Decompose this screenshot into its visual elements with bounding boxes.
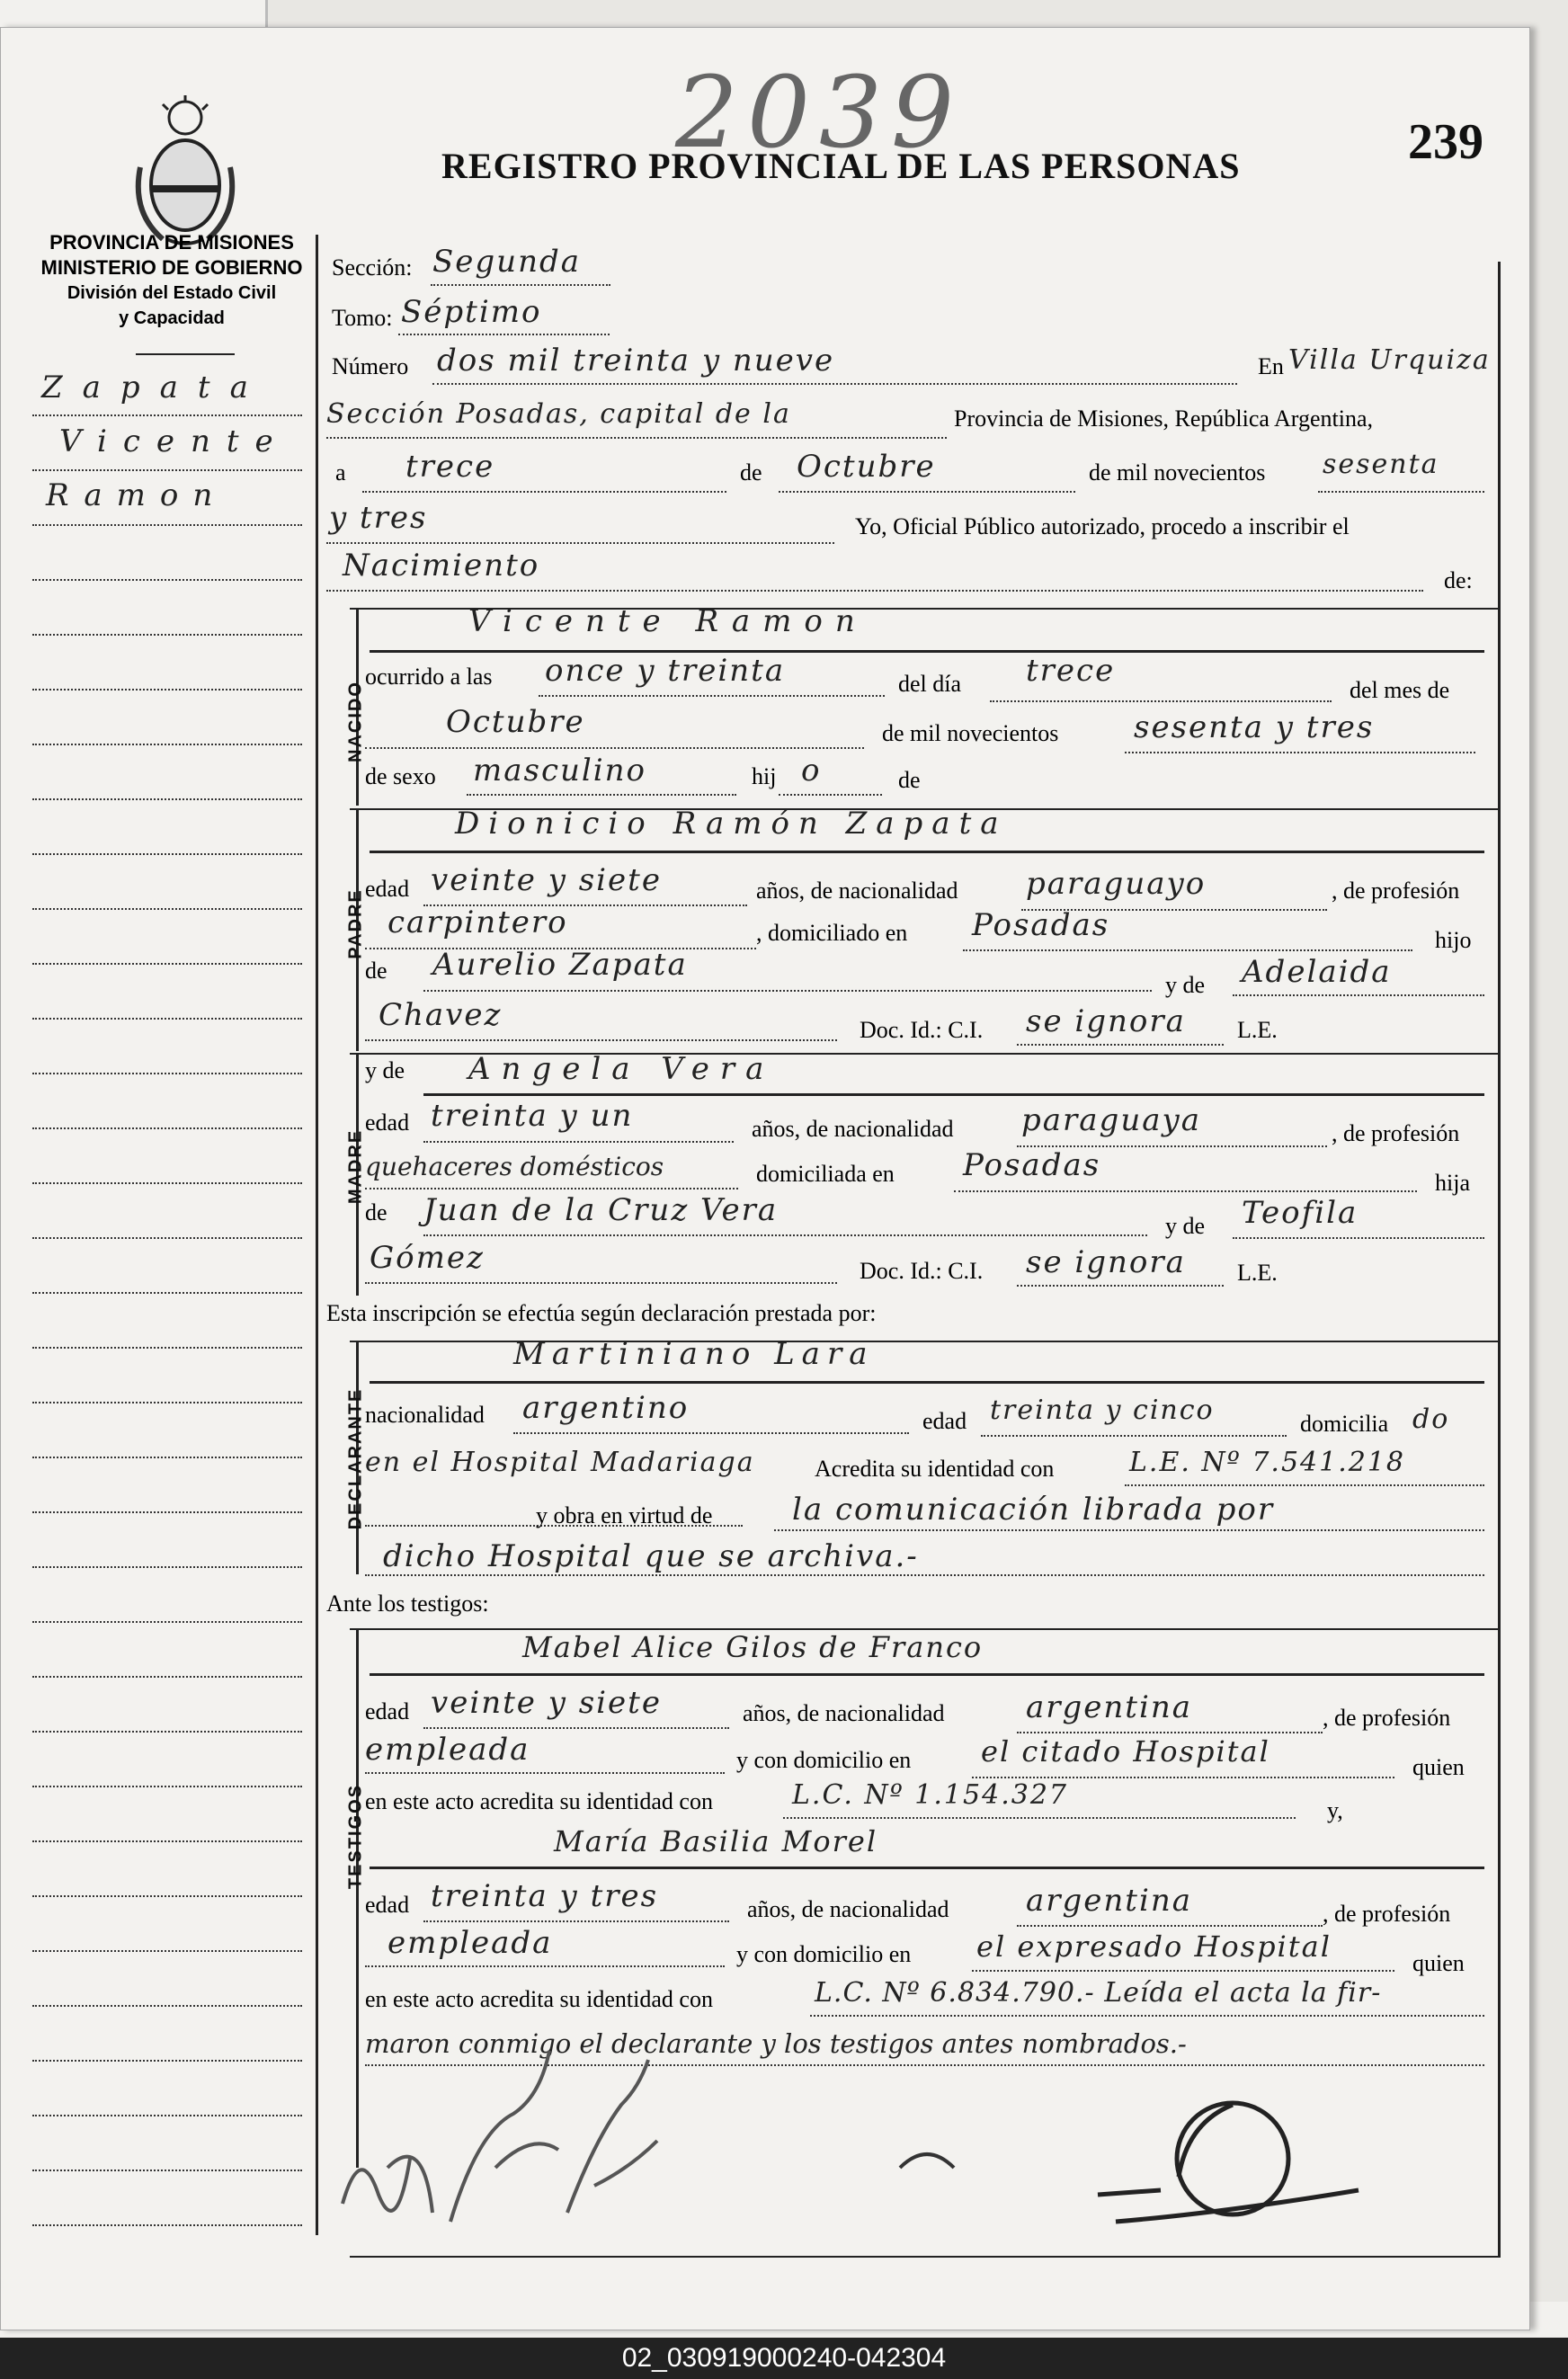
margin-rule bbox=[32, 634, 302, 636]
margin-rule bbox=[32, 1073, 302, 1074]
coat-of-arms-icon bbox=[127, 95, 244, 253]
value-abuela-p-1: Adelaida bbox=[1242, 954, 1392, 990]
margin-rule bbox=[32, 2005, 302, 2007]
margin-rule bbox=[32, 2170, 302, 2171]
rule-declarante-nombre bbox=[370, 1381, 1484, 1384]
rule-anio-1 bbox=[1318, 491, 1484, 493]
label-provincia: Provincia de Misiones, República Argentina, bbox=[954, 405, 1373, 432]
label-padre-edad: edad bbox=[365, 876, 410, 902]
label-domicilia: domicilia bbox=[1300, 1411, 1389, 1437]
margin-rule bbox=[32, 1402, 302, 1403]
rule-declarante-doc bbox=[1125, 1484, 1484, 1486]
margin-rule bbox=[32, 1676, 302, 1678]
rule-testigo1-nac bbox=[1017, 1732, 1323, 1733]
label-tomo: Tomo: bbox=[332, 305, 393, 331]
margin-rule bbox=[32, 524, 302, 526]
label-declarante-edad: edad bbox=[922, 1408, 967, 1434]
rule-padre-dom bbox=[963, 949, 1412, 951]
label-y-obra: y obra en virtud de bbox=[536, 1502, 713, 1528]
rule-padre-nombre bbox=[370, 851, 1484, 853]
value-madre-nombre: Angela Vera bbox=[468, 1051, 775, 1087]
rule-madre-nombre bbox=[423, 1093, 1484, 1096]
rule-tomo bbox=[398, 334, 610, 335]
label-yo: Yo, Oficial Público autorizado, procedo a inscribir el bbox=[855, 513, 1350, 539]
rule-mes bbox=[779, 491, 1075, 493]
value-madre-dom: Posadas bbox=[963, 1147, 1101, 1183]
value-madre-ci: se ignora bbox=[1026, 1244, 1186, 1280]
value-testigo1-nombre: Mabel Alice Gilos de Franco bbox=[522, 1630, 984, 1664]
issuer-underline bbox=[136, 353, 235, 355]
margin-surname: Zapata bbox=[41, 370, 268, 405]
label-declarante-nac: nacionalidad bbox=[365, 1402, 485, 1428]
division-label-2: y Capacidad bbox=[119, 308, 225, 328]
margin-rule bbox=[32, 1457, 302, 1458]
footer-code: 02_030919000240-042304 bbox=[0, 2338, 1568, 2379]
rule-testigo1-dom bbox=[972, 1777, 1394, 1778]
label-de-padres: de bbox=[898, 767, 921, 793]
value-mes: Octubre bbox=[797, 449, 936, 485]
margin-rule bbox=[32, 1950, 302, 1952]
value-madre-prof: quehaceres domésticos bbox=[365, 1152, 664, 1181]
margin-rule bbox=[32, 2115, 302, 2116]
rule-abuela-m-2 bbox=[365, 1282, 837, 1284]
value-declarante-edad: treinta y cinco bbox=[990, 1394, 1215, 1426]
label-testigo2-profesion: , de profesión bbox=[1323, 1901, 1451, 1927]
rule-declarante-obra-2 bbox=[365, 1574, 1484, 1576]
side-label-padre: PADRE bbox=[345, 888, 366, 959]
label-de-colon: de: bbox=[1444, 567, 1473, 593]
rule-declarante-nac bbox=[513, 1432, 909, 1434]
value-testigo1-nac: argentina bbox=[1026, 1689, 1193, 1725]
rule-declarante-obra-1 bbox=[774, 1529, 1484, 1531]
value-hora: once y treinta bbox=[545, 653, 786, 689]
rule-hora bbox=[539, 695, 885, 697]
value-anio-nac: sesenta y tres bbox=[1134, 709, 1375, 745]
margin-divider bbox=[316, 235, 318, 2235]
rule-testigo2-prof bbox=[365, 1965, 725, 1967]
label-a: a bbox=[335, 459, 346, 486]
rule-seccion bbox=[431, 284, 610, 286]
value-declarante-nac: argentino bbox=[522, 1390, 690, 1426]
label-del-dia: del día bbox=[898, 671, 962, 697]
value-padre-prof: carpintero bbox=[388, 904, 568, 940]
label-de-mil: de mil novecientos bbox=[1089, 459, 1266, 486]
margin-rule bbox=[32, 963, 302, 965]
value-testigo2-prof: empleada bbox=[388, 1925, 553, 1961]
label-hijo: hijo bbox=[1435, 927, 1472, 953]
label-testigo1-edad: edad bbox=[365, 1698, 410, 1724]
label-esta-inscripcion: Esta inscripción se efectúa según declaración prestada por: bbox=[326, 1300, 877, 1326]
label-padre-domicilio: , domiciliado en bbox=[756, 920, 908, 946]
side-label-testigos: TESTIGOS bbox=[345, 1783, 366, 1890]
margin-rule bbox=[32, 1895, 302, 1897]
value-en-lugar: Villa Urquiza bbox=[1288, 344, 1491, 376]
rule-abuelo-p bbox=[423, 990, 1152, 992]
value-numero: dos mil treinta y nueve bbox=[437, 343, 835, 379]
value-seccion: Segunda bbox=[432, 244, 582, 280]
margin-rule bbox=[32, 1840, 302, 1842]
label-testigo1-quien: quien bbox=[1412, 1754, 1465, 1780]
label-padre-le: L.E. bbox=[1237, 1017, 1278, 1043]
rule-numero bbox=[432, 383, 1237, 385]
margin-rule bbox=[32, 2224, 302, 2226]
label-madre-edad: edad bbox=[365, 1109, 410, 1136]
label-madre-domicilio: domiciliada en bbox=[756, 1161, 895, 1187]
value-declarante-obra-1: la comunicación librada por bbox=[792, 1492, 1275, 1528]
label-testigo2-domicilio: y con domicilio en bbox=[736, 1941, 912, 1967]
value-hij-suffix: o bbox=[801, 753, 822, 789]
issuer-block bbox=[28, 230, 316, 331]
value-nacido-nombre: Vicente Ramon bbox=[468, 603, 868, 639]
value-testigo2-nombre: María Basilia Morel bbox=[554, 1824, 878, 1858]
rule-testigo1-nombre bbox=[370, 1673, 1484, 1676]
margin-rule bbox=[32, 469, 302, 471]
rule-anio-2 bbox=[326, 542, 834, 544]
margin-rule bbox=[32, 1511, 302, 1513]
value-testigo2-doc: L.C. Nº 6.834.790.- Leída el acta la fir- bbox=[815, 1977, 1382, 2009]
rule-abuela-p-1 bbox=[1233, 994, 1484, 996]
label-madre-y-de: y de bbox=[365, 1057, 405, 1083]
label-madre-y-de-2: y de bbox=[1165, 1213, 1206, 1239]
label-padre-y-de: y de bbox=[1165, 972, 1206, 998]
value-abuela-m-1: Teofila bbox=[1242, 1195, 1359, 1231]
side-label-madre: MADRE bbox=[345, 1128, 366, 1205]
label-de-sexo: de sexo bbox=[365, 763, 436, 789]
value-padre-nac: paraguayo bbox=[1026, 866, 1207, 902]
label-de-mes: de bbox=[740, 459, 762, 486]
label-testigo2-nac: años, de nacionalidad bbox=[747, 1896, 949, 1922]
margin-rule bbox=[32, 1292, 302, 1294]
margin-rule bbox=[32, 908, 302, 910]
label-del-mes: del mes de bbox=[1350, 677, 1450, 703]
margin-rule bbox=[32, 1127, 302, 1129]
label-testigo1-y: y, bbox=[1327, 1797, 1343, 1823]
value-sexo: masculino bbox=[473, 753, 647, 789]
label-testigo1-profesion: , de profesión bbox=[1323, 1705, 1451, 1731]
rule-hij bbox=[779, 794, 882, 796]
value-declarante-nombre: Martiniano Lara bbox=[513, 1336, 875, 1372]
value-testigo1-doc: L.C. Nº 1.154.327 bbox=[792, 1779, 1068, 1811]
label-en: En bbox=[1258, 353, 1284, 379]
label-padre-doc: Doc. Id.: C.I. bbox=[860, 1017, 984, 1043]
value-mes-nac: Octubre bbox=[446, 704, 585, 740]
value-testigo2-edad: treinta y tres bbox=[431, 1878, 659, 1914]
value-abuela-m-2: Gómez bbox=[370, 1240, 485, 1276]
label-madre-profesion: , de profesión bbox=[1332, 1120, 1460, 1146]
rule-seccion-lugar bbox=[326, 437, 947, 439]
label-padre-profesion: , de profesión bbox=[1332, 878, 1460, 904]
rule-dia-nac bbox=[990, 700, 1332, 702]
rule-declarante-edad bbox=[981, 1435, 1287, 1437]
margin-rule bbox=[32, 1182, 302, 1184]
margin-rule bbox=[32, 1237, 302, 1239]
province-label: PROVINCIA DE MISIONES bbox=[49, 231, 294, 254]
rule-dia bbox=[362, 491, 726, 493]
margin-name-2: Ramon bbox=[46, 477, 227, 513]
form-right-border bbox=[1498, 262, 1501, 2258]
value-tomo: Séptimo bbox=[401, 294, 542, 330]
value-madre-edad: treinta y un bbox=[431, 1098, 634, 1134]
rule-mes-nac bbox=[365, 747, 864, 749]
rule-madre-dom bbox=[954, 1190, 1417, 1192]
label-de-mil-nac: de mil novecientos bbox=[882, 720, 1059, 746]
page-title: REGISTRO PROVINCIAL DE LAS PERSONAS bbox=[441, 146, 1241, 186]
form-bottom-line bbox=[350, 2256, 1498, 2258]
birth-certificate-page bbox=[0, 27, 1530, 2330]
value-padre-edad: veinte y siete bbox=[431, 862, 662, 898]
rule-testigo1-prof bbox=[365, 1772, 725, 1774]
label-acredita: Acredita su identidad con bbox=[815, 1456, 1055, 1482]
value-cierre: maron conmigo el declarante y los testigos antes nombrados.- bbox=[365, 2028, 1187, 2059]
rule-abuela-m-1 bbox=[1233, 1237, 1484, 1239]
value-padre-nombre: Dionicio Ramón Zapata bbox=[455, 806, 1008, 842]
rule-abuela-p-2 bbox=[365, 1039, 837, 1041]
rule-madre-ci bbox=[1017, 1285, 1224, 1287]
margin-rule bbox=[32, 1786, 302, 1787]
label-padre-de: de bbox=[365, 958, 388, 984]
label-testigo2-acredita: en este acto acredita su identidad con bbox=[365, 1986, 713, 2012]
label-madre-doc: Doc. Id.: C.I. bbox=[860, 1258, 984, 1284]
label-seccion: Sección: bbox=[332, 254, 413, 281]
rule-testigo1-edad bbox=[423, 1727, 729, 1729]
value-anio-1: sesenta bbox=[1323, 449, 1439, 480]
rule-madre-prof bbox=[365, 1188, 738, 1190]
value-testigo1-dom: el citado Hospital bbox=[981, 1734, 1270, 1769]
value-declarante-doc: L.E. Nº 7.541.218 bbox=[1129, 1447, 1406, 1478]
margin-rule bbox=[32, 853, 302, 855]
value-dia-nac: trece bbox=[1026, 653, 1116, 689]
rule-abuelo-m bbox=[423, 1234, 1147, 1236]
rule-sexo bbox=[467, 794, 736, 796]
margin-rule bbox=[32, 1621, 302, 1623]
stamp-number: 2039 bbox=[675, 55, 963, 170]
margin-rule bbox=[32, 798, 302, 800]
value-declarante-dom: en el Hospital Madariaga bbox=[365, 1447, 755, 1478]
value-padre-dom: Posadas bbox=[972, 907, 1110, 943]
label-numero: Número bbox=[332, 353, 409, 379]
value-abuelo-m: Juan de la Cruz Vera bbox=[423, 1192, 779, 1228]
value-padre-ci: se ignora bbox=[1026, 1003, 1186, 1039]
label-hij: hij bbox=[752, 763, 777, 789]
label-hija: hija bbox=[1435, 1170, 1470, 1196]
value-abuelo-p: Aurelio Zapata bbox=[432, 947, 688, 983]
label-testigo1-domicilio: y con domicilio en bbox=[736, 1747, 912, 1773]
side-label-nacido: NACIDO bbox=[345, 681, 366, 762]
margin-rule bbox=[32, 1347, 302, 1349]
page-number: 239 bbox=[1408, 114, 1483, 170]
margin-rule bbox=[32, 744, 302, 745]
rule-nacido-nombre bbox=[370, 650, 1484, 653]
label-testigo1-nac: años, de nacionalidad bbox=[743, 1700, 945, 1726]
margin-rule bbox=[32, 579, 302, 581]
value-anio-2: y tres bbox=[329, 500, 428, 536]
value-seccion-lugar: Sección Posadas, capital de la bbox=[326, 398, 791, 430]
label-madre-le: L.E. bbox=[1237, 1260, 1278, 1286]
rule-testigo2-doc bbox=[810, 2015, 1484, 2017]
ministry-label: MINISTERIO DE GOBIERNO bbox=[40, 256, 303, 279]
rule-testigo2-nombre bbox=[370, 1867, 1484, 1869]
label-madre-nac: años, de nacionalidad bbox=[752, 1116, 954, 1142]
margin-rule bbox=[32, 689, 302, 691]
label-ante-testigos: Ante los testigos: bbox=[326, 1590, 489, 1617]
rule-acto bbox=[326, 590, 1423, 592]
rule-testigo2-dom bbox=[972, 1970, 1394, 1972]
label-padre-nac: años, de nacionalidad bbox=[756, 878, 958, 904]
rule-padre-ci bbox=[1017, 1044, 1224, 1046]
label-ocurrido: ocurrido a las bbox=[365, 664, 493, 690]
value-testigo2-nac: argentina bbox=[1026, 1883, 1193, 1919]
margin-name-1: Vicente bbox=[59, 423, 290, 459]
side-label-declarante: DECLARANTE bbox=[345, 1387, 366, 1530]
value-abuela-p-2: Chavez bbox=[379, 997, 503, 1033]
value-dia: trece bbox=[405, 449, 495, 485]
label-madre-de: de bbox=[365, 1199, 388, 1225]
rule-anio-nac bbox=[1125, 752, 1475, 753]
value-testigo1-edad: veinte y siete bbox=[431, 1685, 662, 1721]
label-testigo1-acredita: en este acto acredita su identidad con bbox=[365, 1788, 713, 1814]
label-testigo2-edad: edad bbox=[365, 1892, 410, 1918]
label-testigo2-quien: quien bbox=[1412, 1950, 1465, 1976]
rule-testigo1-doc bbox=[783, 1817, 1296, 1819]
rule-testigo2-edad bbox=[423, 1920, 729, 1922]
value-acto: Nacimiento bbox=[343, 548, 540, 584]
margin-rule bbox=[32, 414, 302, 416]
margin-rule bbox=[32, 2060, 302, 2062]
margin-rule bbox=[32, 1731, 302, 1733]
value-declarante-obra-2: dicho Hospital que se archiva.- bbox=[383, 1538, 919, 1574]
margin-rule bbox=[32, 1018, 302, 1020]
rule-madre-edad bbox=[423, 1141, 734, 1143]
rule-testigo2-nac bbox=[1017, 1925, 1323, 1927]
signatures bbox=[325, 2033, 1493, 2249]
margin-rule bbox=[32, 1566, 302, 1568]
value-testigo2-dom: el expresado Hospital bbox=[976, 1929, 1332, 1964]
value-testigo1-prof: empleada bbox=[365, 1732, 530, 1768]
division-label-1: División del Estado Civil bbox=[67, 283, 277, 303]
value-declarante-dom-suffix: do bbox=[1412, 1403, 1450, 1435]
value-madre-nac: paraguaya bbox=[1021, 1102, 1201, 1138]
